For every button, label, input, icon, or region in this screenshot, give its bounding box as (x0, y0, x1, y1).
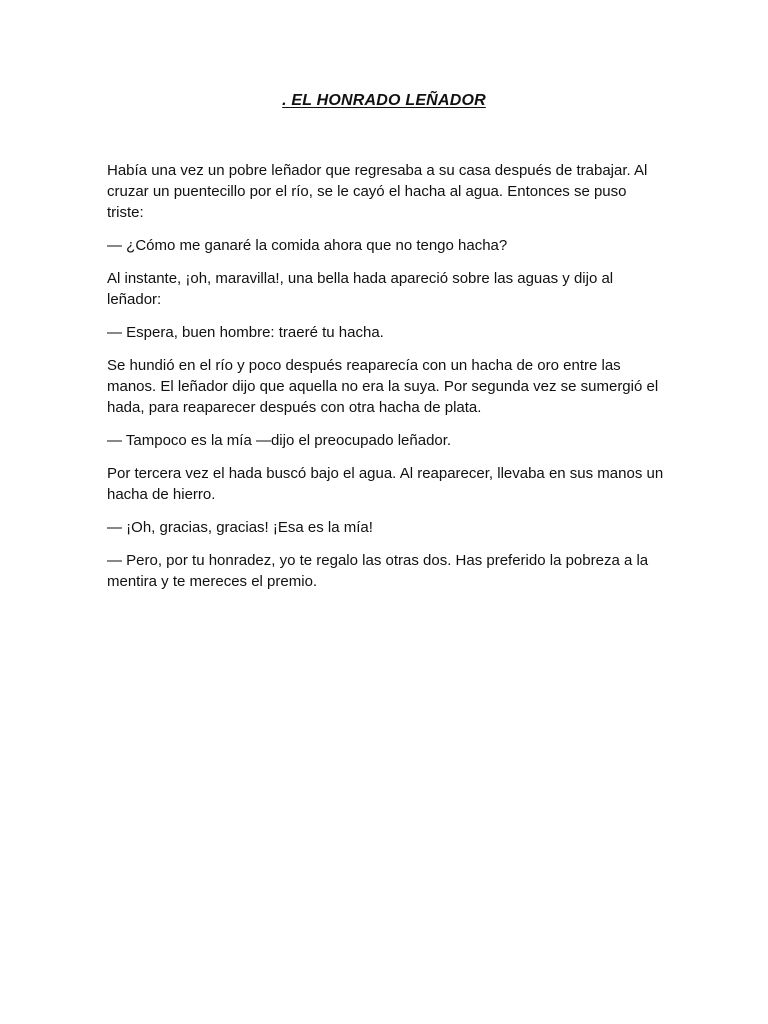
page-title: . EL HONRADO LEÑADOR (282, 92, 486, 109)
paragraph-8: — ¡Oh, gracias, gracias! ¡Esa es la mía! (107, 519, 373, 536)
paragraph-1: Había una vez un pobre leñador que regresaba a su casa después de trabajar. Al cruzar un puentecillo por el río, se le cayó el hacha al agua. Entonces se puso triste: (107, 162, 648, 221)
paragraph-7: Por tercera vez el hada buscó bajo el agua. Al reaparecer, llevaba en sus manos un hacha de hierro. (107, 465, 664, 503)
paragraph-9: — Pero, por tu honradez, yo te regalo las otras dos. Has preferido la pobreza a la mentira y te mereces el premio. (107, 552, 649, 590)
story-body (107, 160, 667, 604)
paragraph-5: Se hundió en el río y poco después reaparecía con un hacha de oro entre las manos. El leñador dijo que aquella no era la suya. Por segunda vez se sumergió el hada, para reaparecer después con otra hacha de plata. (107, 357, 659, 416)
paragraph-4: — Espera, buen hombre: traeré tu hacha. (107, 324, 384, 341)
paragraph-3: Al instante, ¡oh, maravilla!, una bella hada apareció sobre las aguas y dijo al leñador: (107, 270, 614, 308)
paragraph-6: — Tampoco es la mía —dijo el preocupado leñador. (107, 432, 452, 449)
paragraph-2: — ¿Cómo me ganaré la comida ahora que no tengo hacha? (107, 237, 508, 254)
